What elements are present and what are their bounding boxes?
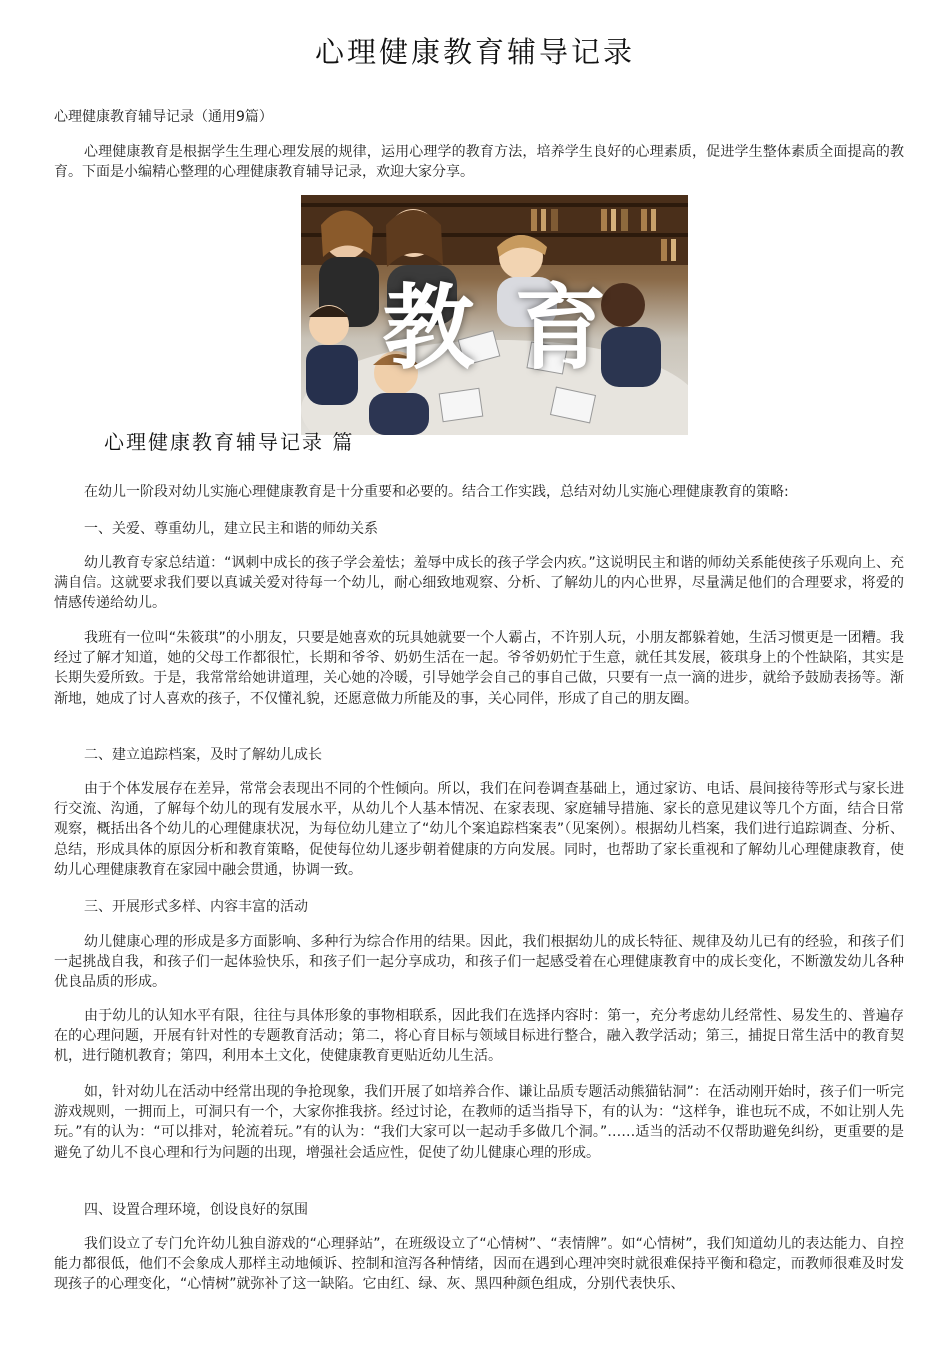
- paragraph-3: 我班有一位叫“朱筱琪”的小朋友，只要是她喜欢的玩具她就要一个人霸占，不许别人玩，小朋友都躲着她，生活习惯更是一团糟。我经过了解才知道，她的父母工作都很忙，长期和爷爷、奶奶生活在一起。爷爷奶奶忙于生意，就任其发展，筱琪身上的个性缺陷，其实是长期失爱所致。于是，我常常给她讲道理，关心她的冷暖，引导她学会自己的事自己做，只要有一点一滴的进步，就给予鼓励表扬等。渐渐地，她成了讨人喜欢的孩子，不仅懂礼貌，还愿意做力所能及的事，关心同伴，形成了自己的朋友圈。: [54, 630, 904, 707]
- heading-3: 三、开展形式多样、内容丰富的活动: [84, 899, 308, 915]
- paragraph-5: 幼儿健康心理的形成是多方面影响、多种行为综合作用的结果。因此，我们根据幼儿的成长特征、规律及幼儿已有的经验，和孩子们一起挑战自我，和孩子们一起体验快乐，和孩子们一起分享成功，和孩子们一起感受着在心理健康教育中的成长变化，不断激发幼儿各种优良品质的形成。: [54, 934, 904, 991]
- section-title: 心理健康教育辅导记录 篇: [104, 430, 355, 454]
- heading-2: 二、建立追踪档案，及时了解幼儿成长: [84, 747, 322, 763]
- paragraph-4: 由于个体发展存在差异，常常会表现出不同的个性倾向。所以，我们在问卷调查基础上，通过家访、电话、晨间接待等形式与家长进行交流、沟通，了解每个幼儿的现有发展水平，从幼儿个人基本情况、在家表现、家庭辅导措施、家长的意见建议等几个方面，结合日常观察，概括出各个幼儿的心理健康状况，为每位幼儿建立了“幼儿个案追踪档案表”（见案例）。根据幼儿档案，我们进行追踪调查、分析、总结，形成具体的原因分析和教育策略，促使每位幼儿逐步朝着健康的方向发展。同时，也帮助了家长重视和了解幼儿心理健康教育，使幼儿心理健康教育在家园中融会贯通，协调一致。: [54, 781, 904, 878]
- heading-1: 一、关爱、尊重幼儿，建立民主和谐的师幼关系: [84, 521, 378, 537]
- paragraph-8: 我们设立了专门允许幼儿独自游戏的“心理驿站”，在班级设立了“心情树”、“表情牌”。如“心情树”，我们知道幼儿的表达能力、自控能力都很低，他们不会象成人那样主动地倾诉、控制和渲泻各种情绪，因而在遇到心理冲突时就很难保持平衡和稳定，而教师很难及时发现孩子的心理变化，“心情树”就弥补了这一缺陷。它由红、绿、灰、黑四种颜色组成，分别代表快乐、: [54, 1236, 904, 1293]
- hero-overlay-text: 教育: [382, 275, 647, 382]
- hero-image: [301, 195, 688, 435]
- heading-4: 四、设置合理环境，创设良好的氛围: [84, 1202, 308, 1218]
- document-title: 心理健康教育辅导记录: [314, 35, 635, 69]
- paragraph-2: 幼儿教育专家总结道：“讽刺中成长的孩子学会羞怯；羞辱中成长的孩子学会内疚。”这说明民主和谐的师幼关系能使孩子乐观向上、充满自信。这就要求我们要以真诚关爱对待每一个幼儿，耐心细致地观察、分析、了解幼儿的内心世界，尽量满足他们的合理要求，将爱的情感传递给幼儿。: [54, 555, 904, 612]
- paragraph-1: 在幼儿一阶段对幼儿实施心理健康教育是十分重要和必要的。结合工作实践，总结对幼儿实施心理健康教育的策略:: [84, 484, 789, 500]
- paragraph-7: 如，针对幼儿在活动中经常出现的争抢现象，我们开展了如培养合作、谦让品质专题活动熊猫钻洞”：在活动刚开始时，孩子们一听完游戏规则，一拥而上，可洞只有一个，大家你推我挤。经过讨论，在教师的适当指导下，有的认为：“这样争，谁也玩不成，不如让别人先玩。”有的认为：“可以排对，轮流着玩。”有的认为：“我们大家可以一起动手多做几个洞。”……适当的活动不仅帮助避免纠纷，更重要的是避免了幼儿不良心理和行为问题的出现，增强社会适应性，促使了幼儿健康心理的形成。: [54, 1084, 904, 1161]
- paragraph-6: 由于幼儿的认知水平有限，往往与具体形象的事物相联系，因此我们在选择内容时：第一，充分考虑幼儿经常性、易发生的、普遍存在的心理问题，开展有针对性的专题教育活动；第二，将心育目标与领域目标进行整合，融入教学活动；第三，捕捉日常生活中的教育契机，进行随机教育；第四，利用本土文化，使健康教育更贴近幼儿生活。: [54, 1008, 904, 1065]
- document-subtitle: 心理健康教育辅导记录（通用9篇）: [54, 109, 273, 125]
- intro-paragraph: 心理健康教育是根据学生生理心理发展的规律，运用心理学的教育方法，培养学生良好的心理素质，促进学生整体素质全面提高的教育。下面是小编精心整理的心理健康教育辅导记录，欢迎大家分享。: [54, 144, 904, 181]
